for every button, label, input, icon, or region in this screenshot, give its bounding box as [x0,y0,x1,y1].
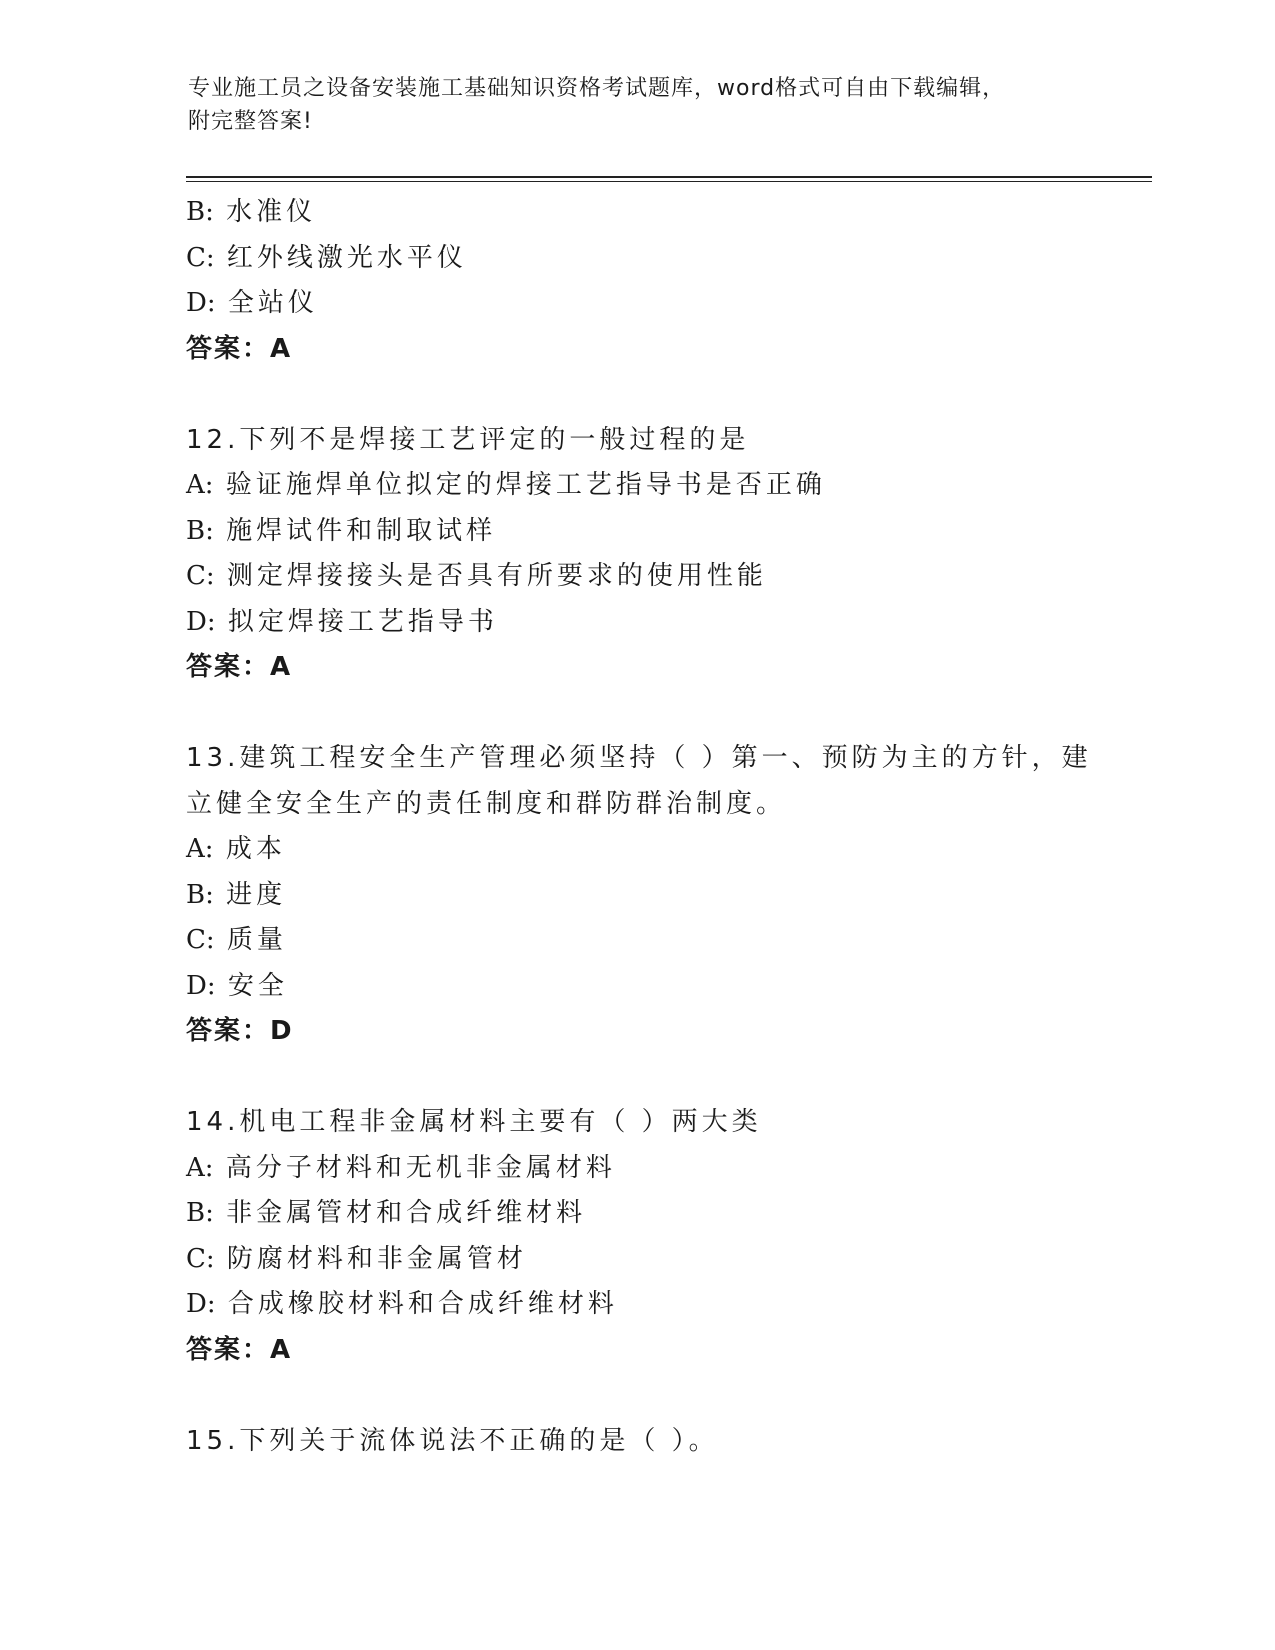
option-row [186,1237,1086,1283]
option-text: 质量 [226,925,287,955]
document-header [188,72,1068,138]
option-letter: D: [186,288,216,318]
option-row [186,1282,1086,1328]
option-text: 测定焊接接头是否具有所要求的使用性能 [226,561,767,591]
question-stem: 15.下列关于流体说法不正确的是（ ）。 [186,1425,719,1456]
option-letter: C: [186,561,215,591]
answer-line: 答案：A [186,1334,293,1365]
question-stem-continued: 立健全安全生产的责任制度和群防群治制度。 [186,788,787,819]
option-text: 非金属管材和合成纤维材料 [226,1198,587,1228]
option-letter: C: [186,1243,215,1274]
option-text: 高分子材料和无机非金属材料 [225,1152,616,1183]
option-letter: A: [186,470,214,500]
option-letter: B: [186,1198,214,1228]
option-row [186,281,1086,327]
header-line-1: 专业施工员之设备安装施工基础知识资格考试题库，word格式可自由下载编辑， [188,76,1006,101]
option-text: 合成橡胶材料和合成纤维材料 [227,1289,618,1319]
header-line-2: 附完整答案! [188,109,313,134]
option-row [186,463,1086,509]
header-divider [186,176,1152,182]
option-letter: D: [186,606,216,637]
option-row [186,918,1086,964]
option-text: 施焊试件和制取试样 [226,515,497,546]
answer-line: 答案：A [186,333,293,364]
option-letter: D: [186,1289,216,1319]
option-row [186,1146,1086,1192]
option-text: 进度 [226,879,287,910]
option-letter: A: [186,834,214,864]
answer-line: 答案：A [186,652,293,682]
option-row [186,236,1086,282]
option-letter: B: [186,197,214,227]
option-text: 成本 [225,834,286,864]
option-row [186,554,1086,600]
option-letter: A: [186,1152,214,1183]
question-list [186,190,1092,1464]
option-row [186,509,1086,555]
option-letter: B: [186,879,214,910]
option-row [186,1191,1086,1237]
question-stem: 12.下列不是焊接工艺评定的一般过程的是 [186,424,750,455]
answer-line: 答案：D [186,1016,294,1046]
option-row [186,600,1086,646]
option-row [186,873,1086,919]
option-text: 红外线激光水平仪 [226,242,467,273]
option-row [186,190,1086,236]
option-row [186,964,1086,1010]
option-text: 验证施焊单位拟定的焊接工艺指导书是否正确 [225,470,826,500]
option-text: 拟定焊接工艺指导书 [227,606,498,637]
question-stem: 14.机电工程非金属材料主要有（ ）两大类 [186,1107,762,1137]
question-stem: 13.建筑工程安全生产管理必须坚持（ ）第一、预防为主的方针，建 [186,743,1092,773]
option-letter: B: [186,515,214,546]
option-text: 全站仪 [227,288,318,318]
option-text: 防腐材料和非金属管材 [226,1243,527,1274]
option-text: 安全 [227,970,288,1001]
option-text: 水准仪 [226,197,317,227]
option-letter: C: [186,242,215,273]
option-letter: C: [186,925,215,955]
option-letter: D: [186,970,216,1001]
option-row [186,827,1086,873]
